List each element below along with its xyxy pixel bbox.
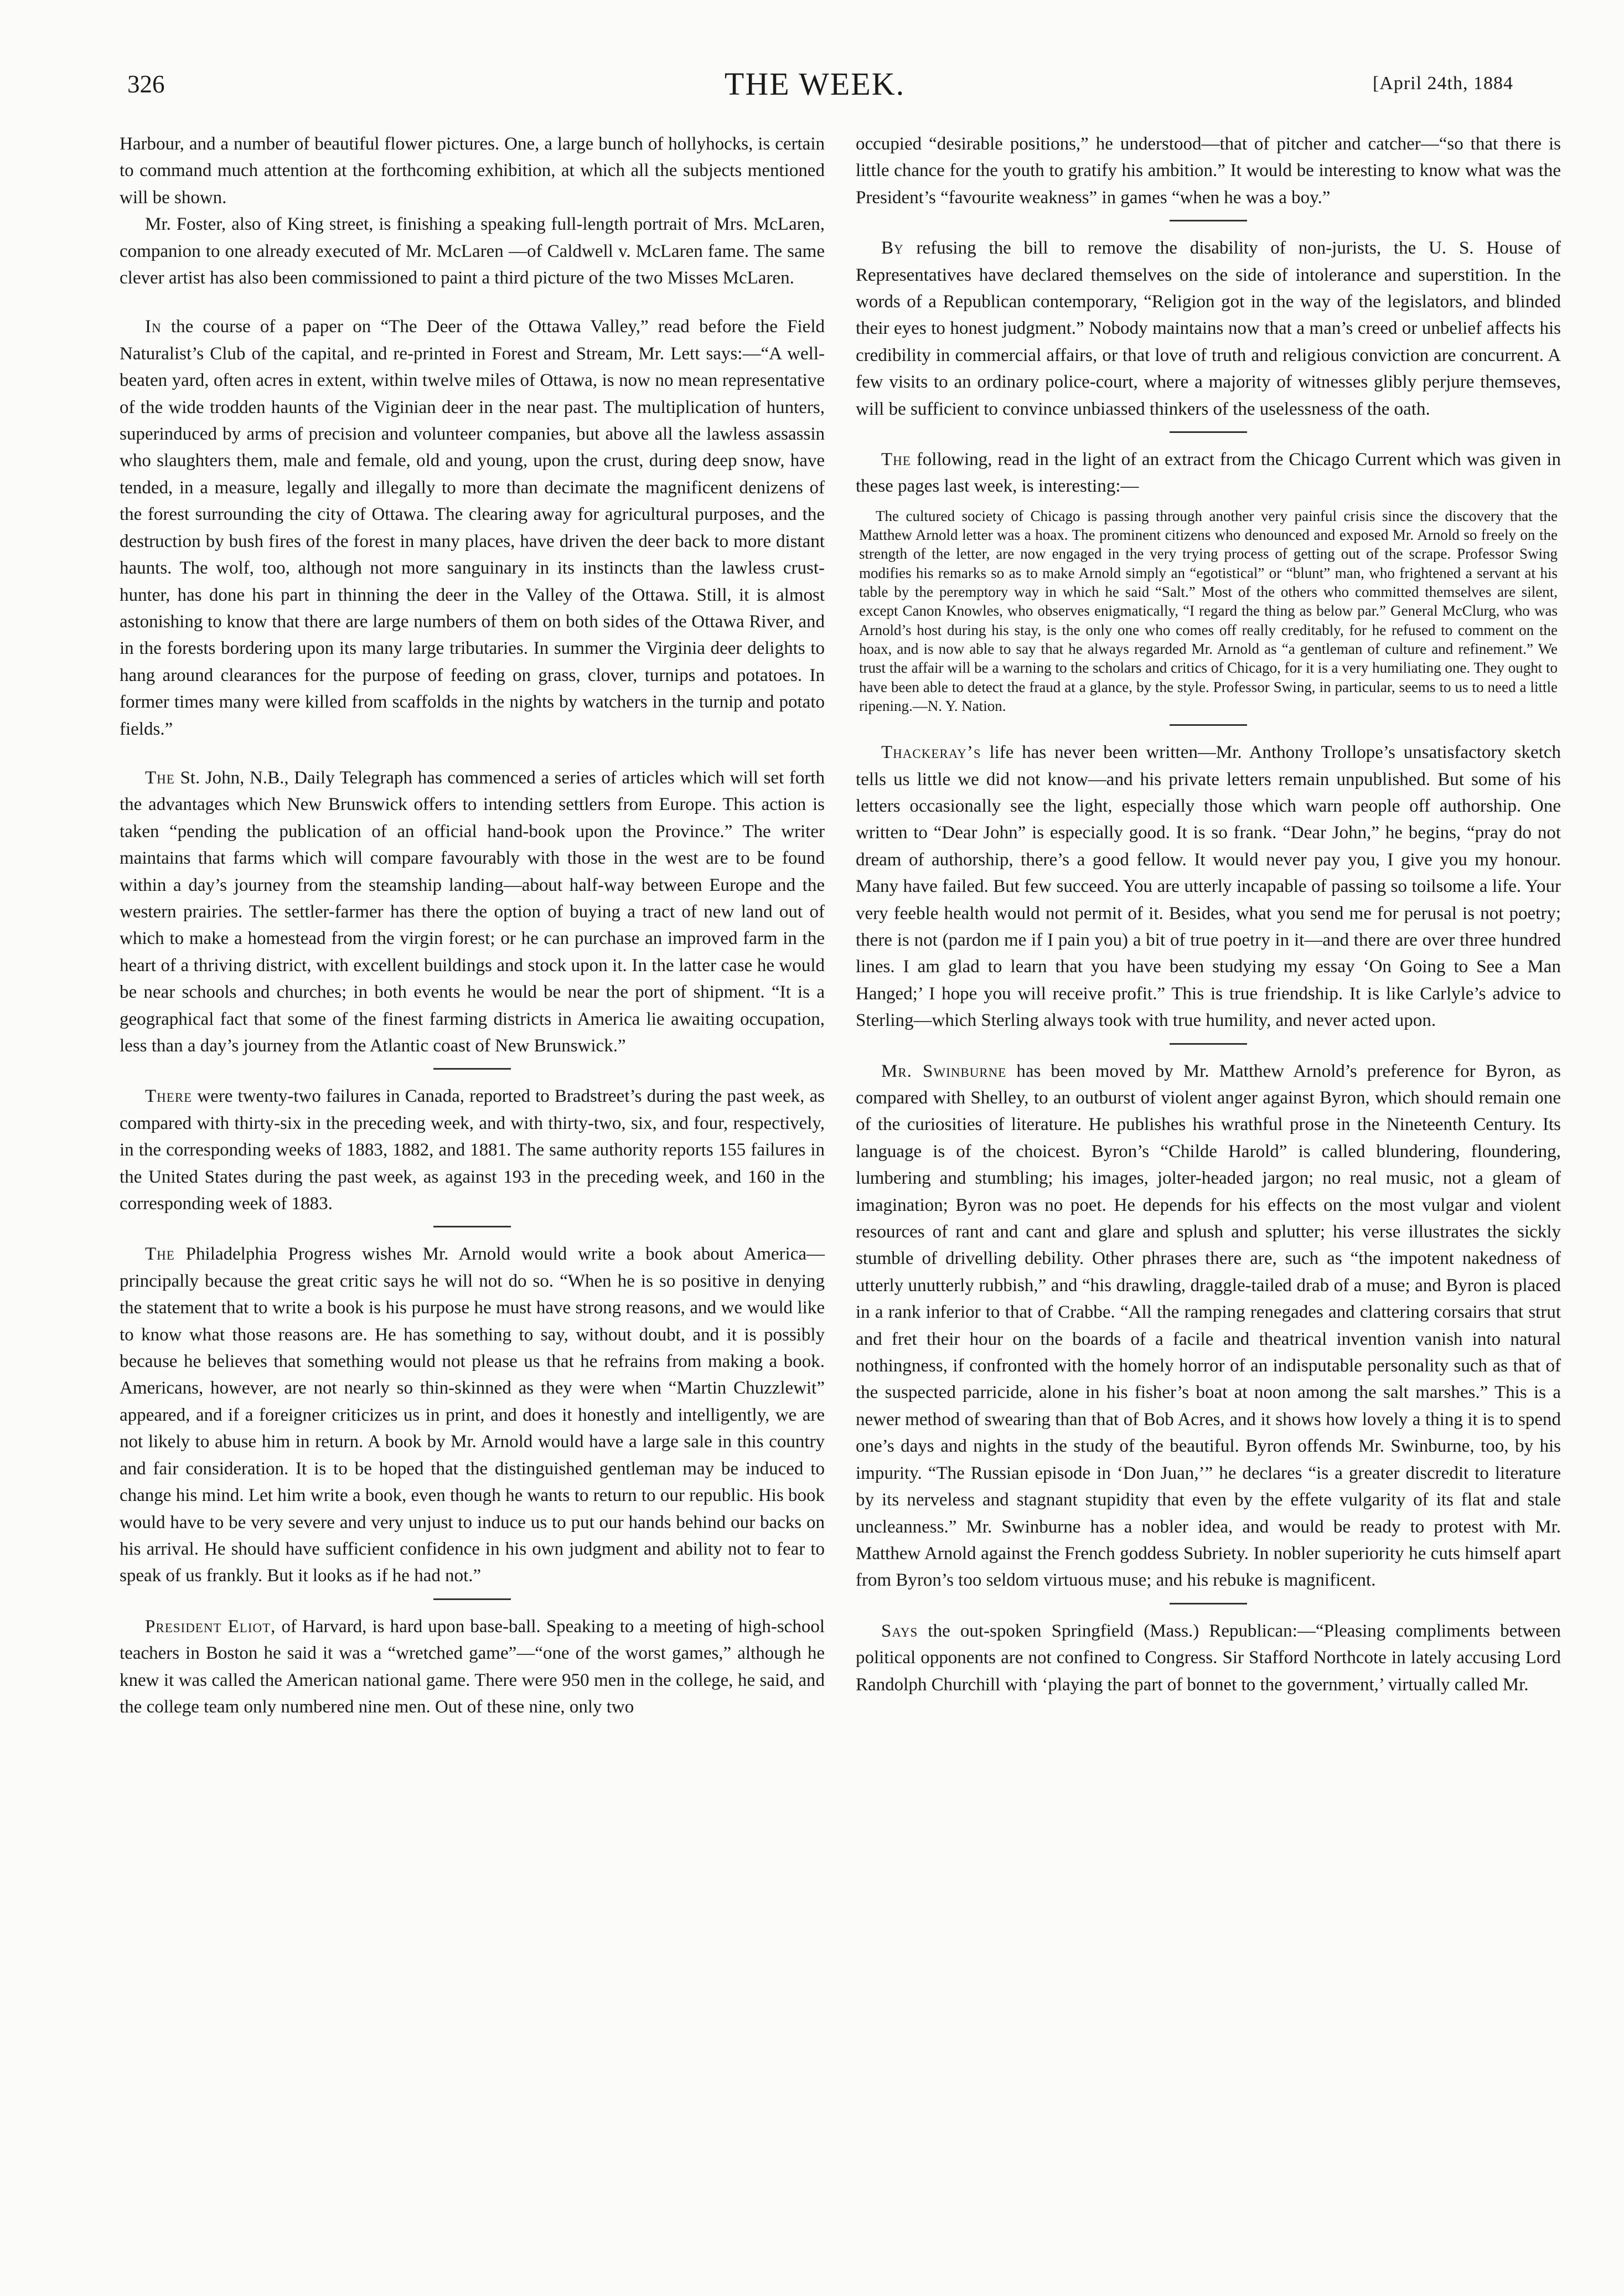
masthead-title: THE WEEK. — [724, 66, 906, 102]
article-failures — [120, 1083, 825, 1217]
article-text: has been moved by Mr. Matthew Arnold’s preference for Byron, as compared with Shelley, to an outburst of violent anger against Byron, which should remain one of the curiosities of literature. He publishes his wrathful prose in the Nineteenth Century. Its language is of the choicest. Byron’s “Childe Harold” is called blundering, floundering, lumbering and stumbling; his images, jolter-headed jargon; no real music, not a gleam of imagination; Byron was no poet. He depends for his effects on the most vulgar and violent resources of rant and cant and glare and splush and splutter; his verse illustrates the sickly stumble of drivelling debility. Other phrases there are, such as “the impotent nakedness of utterly unutterly rubbish,” and “his drawling, draggle-tailed drab of a muse; and Byron is placed in a rank inferior to that of Crabbe. “All the ramping renegades and clattering corsairs that strut and fret their hour on the boards of a facile and theatrical invention vanish into natural nothingness, if confronted with the homely horror of an indisputable personality such as that of the suspected parricide, alone in his fisher’s boat at noon among the salt marshes.” This is a newer method of swearing than that of Bob Acres, and it shows how lovely a thing it is to spend one’s days and nights in the study of the beautiful. Byron offends Mr. Swinburne, too, by his impurity. “The Russian episode in ‘Don Juan,’” he declares “is a greater discredit to literature by its nerveless and stagnant stupidity that even by the effete vulgarity of its flat and stale uncleanness.” Mr. Swinburne has a nobler idea, and would be ready to protest with Mr. Matthew Arnold against the French goddess Subriety. In nobler superiority he cuts himself apart from Byron’s too seldom virtuous muse; and his rebuke is magnificent. — [856, 1061, 1561, 1591]
article-deer-ottawa — [120, 313, 825, 742]
lead-word: The — [881, 450, 911, 470]
article-non-jurists — [856, 235, 1561, 422]
article-springfield-republican — [856, 1618, 1561, 1698]
lead-word: President Eliot, — [145, 1616, 276, 1637]
left-column — [120, 131, 825, 1720]
section-rule — [433, 1226, 511, 1227]
lead-word: Says — [881, 1621, 918, 1641]
section-rule — [1170, 220, 1247, 221]
article-text: following, read in the light of an extract from the Chicago Current which was given in these pages last week, is interesting:— — [856, 450, 1561, 497]
article-st-john-telegraph — [120, 765, 825, 1059]
article-text: refusing the bill to remove the disability of non-jurists, the U. S. House of Representatives have declared themselves on the side of intolerance and superstition. In the words of a Republican contemporary, “Religion got in the way of the legislators, and blinded their eyes to honest judgment.” Nobody maintains now that a man’s creed or unbelief affects his credibility in commercial affairs, or that love of truth and religious conviction are concurrent. A few visits to an ordinary police-court, where a majority of witnesses glibly perjure themseves, will be sufficient to convince unbiassed thinkers of the uselessness of the oath. — [856, 238, 1561, 419]
article-text: the out-spoken Springfield (Mass.) Republican:—“Pleasing compliments between political opponents are not confined to Congress. Sir Stafford Northcote in lately accusing Lord Randolph Churchill with ‘playing the part of bonnet to the government,’ virtually called Mr. — [856, 1621, 1561, 1695]
article-text: Philadelphia Progress wishes Mr. Arnold would write a book about America—principally because the great critic says he will not do so. “When he is so positive in denying the statement that to write a book is his purpose he must have strong reasons, and we would like to know what those reasons are. He has something to say, without doubt, and it is possibly because he believes that something would not please us that he refrains from making a book. Americans, however, are not nearly so thin-skinned as they were when “Martin Chuzzlewit” appeared, and if a foreigner criticizes us in print, and does it honestly and intelligently, we are not likely to abuse him in return. A book by Mr. Arnold would have a large sale in this country and fair consideration. It is to be hoped that the distinguished gentleman may be induced to change his mind. Let him write a book, even though he wants to return to our republic. His book would have to be very severe and very unjust to induce us to put our hands behind our backs on his arrival. He should have sufficient confidence in his own judgment and ability not to fear to speak of us frankly. But it looks as if he had not.” — [120, 1244, 825, 1586]
article-text: St. John, N.B., Daily Telegraph has commenced a series of articles which will set forth the advantages which New Brunswick offers to intending settlers from Europe. This action is taken “pending the publication of an official hand-book upon the Province.” The writer maintains that farms which will compare favourably with those in the west are to be found within a day’s journey from the steamship landing—about half-way between Europe and the western prairies. The settler-farmer has there the option of buying a tract of new land out of which to make a homestead from the virgin forest; or he can purchase an improved farm in the heart of a thriving district, with excellent buildings and stock upon it. In the latter case he would be near schools and churches; in both events he would be near the port of shipment. “It is a geographical fact that some of the finest farming districts in America lie awaiting occupation, less than a day’s journey from the Atlantic coast of New Brunswick.” — [120, 767, 825, 1056]
lead-word: Thackeray’s — [881, 742, 981, 763]
section-rule — [1170, 431, 1247, 433]
article-president-eliot — [120, 1613, 825, 1721]
article-swinburne — [856, 1058, 1561, 1594]
right-column — [856, 131, 1561, 1698]
article-chicago-current — [856, 446, 1561, 500]
paragraph-foster-portrait: Mr. Foster, also of King street, is finishing a speaking full-length portrait of Mrs. McLaren, companion to one already executed of Mr. McLaren —of Caldwell v. McLaren fame. The same clever artist has also been commissioned to paint a third picture of the two Misses McLaren. — [120, 214, 825, 288]
section-rule — [1170, 724, 1247, 726]
article-text: were twenty-two failures in Canada, reported to Bradstreet’s during the past week, as compared with thirty-six in the preceding week, and with thirty-two, six, and four, respectively, in the corresponding weeks of 1883, 1882, and 1881. The same authority reports 155 failures in the United States during the past week, as against 193 in the preceding week, and 160 in the corresponding week of 1883. — [120, 1086, 825, 1214]
page-header — [116, 65, 1513, 104]
lead-word: Mr. Swinburne — [881, 1061, 1007, 1081]
lead-word: By — [881, 238, 904, 259]
paragraph-flower-pictures: Harbour, and a number of beautiful flower pictures. One, a large bunch of hollyhocks, is certain to command much attention at the forthcoming exhibition, at which all the subjects mentioned will be shown. — [120, 134, 825, 208]
lead-word: The — [145, 767, 175, 788]
article-eliot-continued: occupied “desirable positions,” he understood—that of pitcher and catcher—“so that there is little chance for the youth to gratify his ambition.” It would be interesting to know what was the President’s “favourite weakness” in games “when he was a boy.” — [856, 134, 1561, 208]
section-rule — [1170, 1603, 1247, 1604]
section-gap — [120, 291, 825, 313]
issue-date: [April 24th, 1884 — [1372, 73, 1513, 94]
quoted-extract-nation: The cultured society of Chicago is passing through another very painful crisis since the discovery that the Matthew Arnold letter was a hoax. The prominent citizens who denounced and exposed Mr. Arnold so freely on the strength of the letter, are now engaged in the very trying process of getting out of the scrape. Professor Swing modifies his remarks so as to make Arnold simply an “egotistical” or “blunt” man, who frightened a servant at his table by the peremptory way in which he said “Salt.” Most of the others who committed themselves are silent, except Canon Knowles, who observes enigmatically, “I regard the thing as below par.” General McClurg, who was Arnold’s host during his stay, is the only one who comes off really creditably, for he refused to comment on the hoax, and is now able to say that he always regarded Mr. Arnold as “a gentleman of culture and refinement.” We trust the affair will be a warning to the scholars and critics of Chicago, for it is a very humiliating one. They ought to have been able to detect the fraud at a glance, by the style. Professor Swing, in particular, seems to us to need a little ripening.—N. Y. Nation. — [859, 507, 1558, 714]
page-number: 326 — [127, 70, 165, 98]
section-gap — [120, 742, 825, 765]
lead-word: The — [145, 1244, 175, 1265]
section-rule — [433, 1598, 511, 1600]
article-text: of Harvard, is hard upon base-ball. Speaking to a meeting of high-school teachers in Boston he said it was a “wretched game”—“one of the worst games,” although he knew it was called the American national game. There were 950 men in the college, he said, and the college team only numbered nine men. Out of these nine, only two — [120, 1616, 825, 1717]
section-rule — [1170, 1043, 1247, 1045]
section-rule — [433, 1068, 511, 1070]
article-text: life has never been written—Mr. Anthony Trollope’s unsatisfactory sketch tells us little we did not know—and his private letters remain unpublished. But some of his letters occasionally see the light, especially those which warn people off authorship. One written to “Dear John” is especially good. It is so frank. “Dear John,” he begins, “pray do not dream of authorship, there’s a good fellow. It would never pay you, I give you my honour. Many have failed. But few succeed. You are utterly incapable of passing so toilsome a life. Your very feeble health would not permit of it. Besides, what you send me for perusal is not poetry; there is not (pardon me if I pain you) a bit of true poetry in it—and there are over three hundred lines. I am glad to learn that you have been studying my essay ‘On Going to See a Man Hanged;’ I hope you will receive profit.” This is true friendship. It is like Carlyle’s advice to Sterling—which Sterling always took with true humility, and never acted upon. — [856, 742, 1561, 1031]
article-thackeray — [856, 739, 1561, 1034]
article-text: the course of a paper on “The Deer of the Ottawa Valley,” read before the Field Naturalist’s Club of the capital, and re-printed in Forest and Stream, Mr. Lett says:—“A well-beaten yard, often acres in extent, within twelve miles of Ottawa, is now no mean representative of the wide trodden haunts of the Viginian deer in the near past. The multiplication of hunters, superinduced by arms of precision and volunteer companies, but above all the lawless assassin who slaughters them, male and female, old and young, upon the crust, during deep snow, have tended, in a measure, legally and illegally to more than decimate the magnificent denizens of the forest surrounding the city of Ottawa. The clearing away for agricultural purposes, and the destruction by bush fires of the forest in many places, have driven the deer back to more distant haunts. The wolf, too, although not more sanguinary in its instincts than the lawless crust-hunter, has done his part in thinning the deer in the Valley of the Ottawa. Still, it is almost astonishing to know that there are large numbers of them on both sides of the Ottawa River, and in the forests bordering upon its many large tributaries. In summer the Virginia deer delights to hang around clearances for the purpose of feeding on grass, clover, turnips and potatoes. In former times many were killed from scaffolds in the nights by watchers in the turnip and potato fields.” — [120, 317, 825, 739]
lead-word: There — [145, 1086, 193, 1107]
lead-word: In — [145, 317, 162, 337]
article-philadelphia-progress — [120, 1241, 825, 1589]
